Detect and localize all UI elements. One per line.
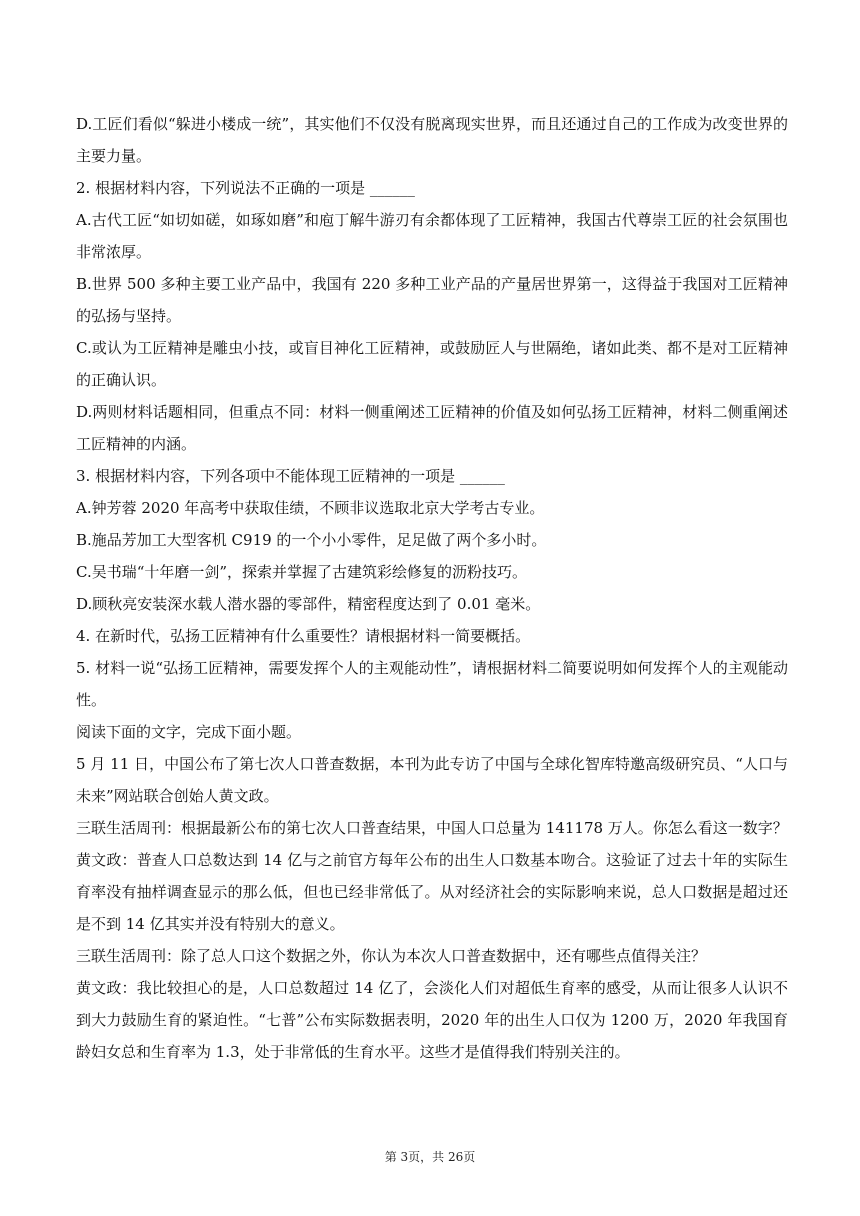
interview-answer-2: 黄文政：我比较担心的是，人口总数超过 14 亿了，会淡化人们对超低生育率的感受，从而让很多人认识不到大力鼓励生育的紧迫性。“七普”公布实际数据表明，2020 年的出生人口仅为 1200 万，2020 年我国育龄妇女总和生育率为 1.3，处于非常低的生育水平。这些才是值得我们特别关注的。	[76, 979, 788, 1061]
option-c-q3: C.吴书瑞“十年磨一剑”，探索并掌握了古建筑彩绘修复的沥粉技巧。	[76, 563, 528, 581]
option-d-q3: D.顾秋亮安装深水载人潜水器的零部件，精密程度达到了 0.01 毫米。	[76, 595, 541, 613]
option-b-q3: B.施品芳加工大型客机 C919 的一个小小零件，足足做了两个多小时。	[76, 531, 547, 549]
reading-instruction: 阅读下面的文字，完成下面小题。	[76, 723, 302, 741]
option-a-q2: A.古代工匠“如切如磋，如琢如磨”和庖丁解牛游刃有余都体现了工匠精神，我国古代尊崇工匠的社会氛围也非常浓厚。	[76, 211, 788, 261]
option-a-q3: A.钟芳蓉 2020 年高考中获取佳绩，不顾非议选取北京大学考古专业。	[76, 499, 545, 517]
question-3: 3. 根据材料内容，下列各项中不能体现工匠精神的一项是 ______	[76, 467, 505, 485]
interview-answer-1: 黄文政：普查人口总数达到 14 亿与之前官方每年公布的出生人口数基本吻合。这验证了过去十年的实际生育率没有抽样调查显示的那么低，但也已经非常低了。从对经济社会的实际影响来说，总人口数据是超过还是不到 14 亿其实并没有特别大的意义。	[76, 851, 788, 933]
question-4: 4. 在新时代，弘扬工匠精神有什么重要性？请根据材料一简要概括。	[76, 627, 531, 645]
interview-question-2: 三联生活周刊：除了总人口这个数据之外，你认为本次人口普查数据中，还有哪些点值得关注？	[76, 947, 707, 965]
option-d-q1: D.工匠们看似“躲进小楼成一统”，其实他们不仅没有脱离现实世界，而且还通过自己的工作成为改变世界的主要力量。	[76, 115, 788, 165]
question-2: 2. 根据材料内容，下列说法不正确的一项是 ______	[76, 179, 415, 197]
page-body	[76, 108, 788, 1068]
option-d-q2: D.两则材料话题相同，但重点不同：材料一侧重阐述工匠精神的价值及如何弘扬工匠精神，材料二侧重阐述工匠精神的内涵。	[76, 403, 788, 453]
option-b-q2: B.世界 500 多种主要工业产品中，我国有 220 多种工业产品的产量居世界第一，这得益于我国对工匠精神的弘扬与坚持。	[76, 275, 788, 325]
article-intro: 5 月 11 日，中国公布了第七次人口普查数据，本刊为此专访了中国与全球化智库特邀高级研究员、“人口与未来”网站联合创始人黄文政。	[76, 755, 788, 805]
question-5: 5. 材料一说“弘扬工匠精神，需要发挥个人的主观能动性”，请根据材料二简要说明如何发挥个人的主观能动性。	[76, 659, 788, 709]
page-footer: 第 3页，共 26页	[384, 1150, 476, 1164]
interview-question-1: 三联生活周刊：根据最新公布的第七次人口普查结果，中国人口总量为 141178 万人。你怎么看这一数字？	[76, 819, 788, 837]
option-c-q2: C.或认为工匠精神是雕虫小技，或盲目神化工匠精神，或鼓励匠人与世隔绝，诸如此类、都不是对工匠精神的正确认识。	[76, 339, 788, 389]
